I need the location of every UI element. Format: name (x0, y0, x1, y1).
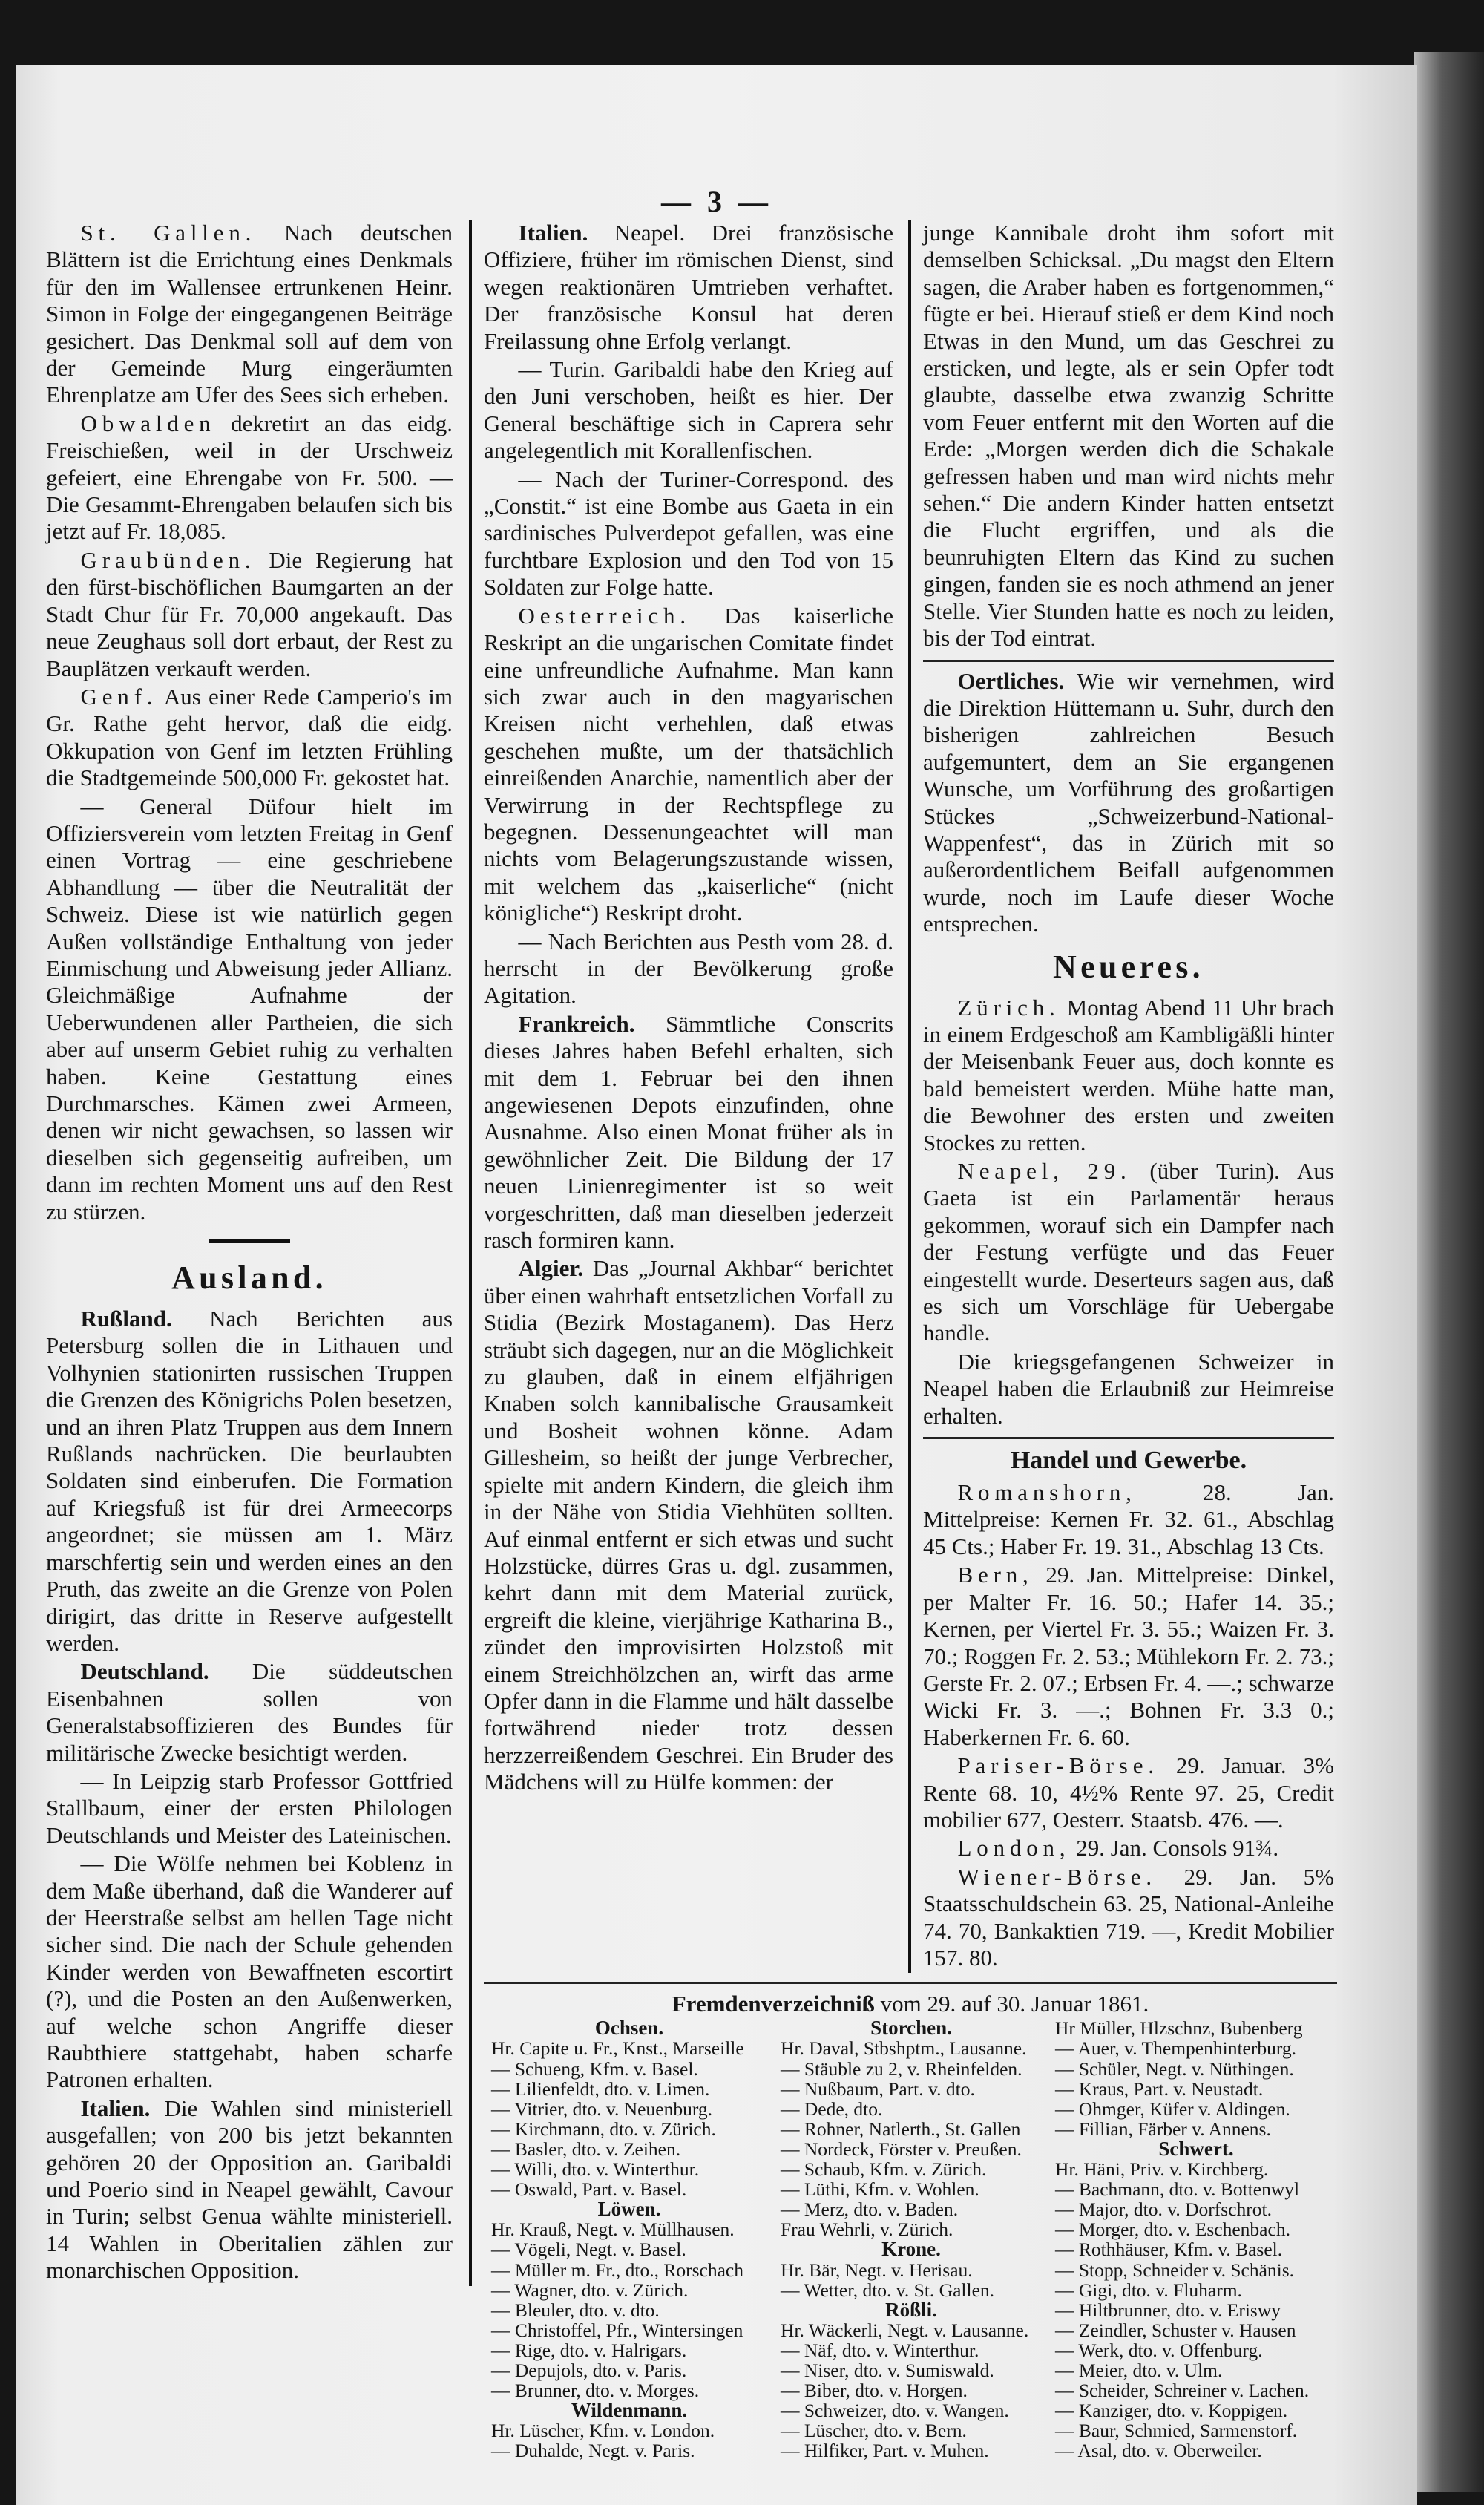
section-heading: Neueres. (1053, 948, 1204, 985)
article-dateline: Oertliches. (957, 667, 1065, 694)
article-dateline: St. Gallen. (80, 220, 257, 246)
hotel-name: Wildenmann. (571, 2399, 688, 2422)
article-dateline: Graubünden. (80, 546, 256, 573)
article-dateline: Rußland. (80, 1306, 172, 1332)
section-heading: Handel und Gewerbe. (1010, 1447, 1247, 1475)
article-paragraph (484, 1011, 893, 1254)
guest-entry: — Niser, dto. v. Sumiswald. (781, 2359, 994, 2381)
horizontal-rule (923, 1437, 1334, 1439)
guest-entry: — Ohmger, Küfer v. Aldingen. (1055, 2098, 1290, 2120)
article-text: — In Leipzig starb Professor Gottfried Stallbaum, einer der ersten Philologen Deutschlands und Meister des Lateinischen. (46, 1767, 453, 1848)
horizontal-rule (923, 660, 1334, 662)
article-text: 29. Januar. 3% Rente 68. 10, 4½% Rente 97. 25, Credit mobilier 677, Oesterr. Staatsb. 476. —. (923, 1752, 1334, 1833)
article-paragraph (46, 1658, 453, 1766)
guest-entry: — Wagner, dto. v. Zürich. (491, 2279, 689, 2301)
article-paragraph (46, 684, 453, 792)
hotel-name: Krone. (881, 2238, 941, 2261)
guest-entry: — Vögeli, Negt. v. Basel. (491, 2239, 686, 2261)
guest-entry: — Wetter, dto. v. St. Gallen. (781, 2279, 995, 2301)
guest-entry: — Rothhäuser, Kfm. v. Basel. (1055, 2239, 1283, 2261)
guest-entry: — Stopp, Schneider v. Schänis. (1055, 2259, 1295, 2281)
article-text: junge Kannibale droht ihm sofort mit demselben Schicksal. „Du magst den Eltern sagen, die Araber haben es fortgenommen,“ fügte er bei. Hierauf stieß er dem Kind noch Etwas in den Mund, um das Geschrei zu ersticken, und legte, als er sein Opfer todt glaubte, dasselbe etwa zwanzig Schritte vom Feuer entfernt mit den Worten auf die Erde: „Morgen werden dich die Schakale gefressen haben und man wird nichts mehr sehen.“ Die andern Kinder hatten entsetzt die Flucht ergriffen, und als die beunruhigten Eltern das Kind zu suchen gingen, fanden sie es noch athmend an jener Stelle. Vier Stunden hatte es noch zu leiden, bis der Tod eintrat. (923, 220, 1334, 652)
guest-entry: — Duhalde, Negt. v. Paris. (491, 2440, 695, 2462)
article-dateline: Romanshorn, (957, 1479, 1137, 1506)
article-text: 29. Jan. 5% Staatsschuldschein 63. 25, National-Anleihe 74. 70, Bankaktien 719. —, Kredit Mobilier 157. 80. (923, 1863, 1334, 1971)
article-text: Die kriegsgefangenen Schweizer in Neapel haben die Erlaubniß zur Heimreise erhalten. (923, 1348, 1334, 1429)
guest-entry: Hr. Daval, Stbshptm., Lausanne. (781, 2037, 1027, 2060)
guest-entry: — Nußbaum, Part. v. dto. (781, 2077, 975, 2100)
book-binding-shadow (1414, 52, 1484, 2492)
guest-entry: — Schaub, Kfm. v. Zürich. (781, 2158, 987, 2181)
guest-entry: — Lüscher, dto. v. Bern. (781, 2420, 967, 2442)
article-paragraph (484, 929, 893, 1009)
article-text: — Die Wölfe nehmen bei Koblenz in dem Maße überhand, daß die Wanderer auf der Heerstraße selbst am hellen Tage nicht sicher sind. Die nach der Schule gehenden Kinder werden von Bewaffneten escortirt (?), und die Posten an den Außenwerken, auf welche schon Angriffe dieser Raubthiere stattgehabt, haben scharfe Patronen erhalten. (46, 1850, 453, 2093)
guest-entry: Hr. Capite u. Fr., Knst., Marseille (491, 2037, 744, 2060)
newspaper-page (16, 65, 1417, 2505)
article-paragraph (923, 1864, 1334, 1972)
article-text: (über Turin). Aus Gaeta ist ein Parlamentär heraus gekommen, worauf sich ein Dampfer nach der Festung verfügte und das Feuer eingestellt wurde. Deserteurs sagen aus, daß es sich um Vorschläge für Uebergabe handle. (923, 1158, 1334, 1346)
guest-entry: — Lilienfeldt, dto. v. Limen. (491, 2077, 710, 2100)
article-paragraph (46, 1768, 453, 1849)
article-dateline: Neapel, 29. (957, 1158, 1132, 1184)
hotel-name: Rößli. (885, 2298, 937, 2321)
guest-entry: — Schüler, Negt. v. Nüthingen. (1055, 2057, 1294, 2080)
guest-entry: — Meier, dto. v. Ulm. (1055, 2359, 1223, 2381)
hotel-name: Storchen. (870, 2017, 952, 2040)
guest-entry: Hr. Wäckerli, Negt. v. Lausanne. (781, 2319, 1029, 2341)
article-paragraph (923, 668, 1334, 938)
article-text: Das „Journal Akhbar“ berichtet über einen wahrhaft entsetzlichen Vorfall zu Stidia (Bezirk Mostaganem). Das Herz sträubt sich dagegen, nur an die Möglichkeit zu glauben, daß in einem elfjährigen Knaben solch kannibalische Grausamkeit und Bosheit wohnen könne. Adam Gillesheim, so heißt der junge Verbrecher, spielte mit andern Kindern, die gleich ihm in der Nähe von Stidia Viehhüten sollten. Auf einmal entfernt er sich etwas und sucht Holzstücke, dürres Gras u. dgl. zusammen, kehrt dann mit dem Material zurück, ergreift die kleine, vierjährige Katharina B., zündet den improvisirten Holzstoß mit einem Streichhölzchen an, wirft das arme Opfer dann in die Flamme und hält dasselbe fortwährend nieder trotz dessen herzzerreißendem Geschrei. Ein Bruder des Mädchens will zu Hülfe kommen: der (484, 1255, 894, 1795)
article-dateline: Obwalden (80, 410, 216, 436)
guest-entry: — Asal, dto. v. Oberweiler. (1055, 2440, 1262, 2462)
guest-entry: — Bleuler, dto. v. dto. (491, 2299, 660, 2321)
right-area (484, 220, 1337, 2460)
hotel-name: Löwen. (597, 2198, 661, 2221)
article-text: 29. Jan. Mittelpreise: Dinkel, per Malter Fr. 16. 50.; Hafer 14. 35.; Kernen, per Viertel Fr. 3. 55.; Waizen Fr. 3. 70.; Roggen Fr. 2. 53.; Mühlekorn Fr. 2. 73.; Gerste Fr. 2. 07.; Erbsen Fr. 4. —.; schwarze Wicki Fr. 3. —.; Bohnen Fr. 3.3 0.; Haberkernen Fr. 6. 60. (923, 1562, 1334, 1750)
article-text: 29. Jan. Consols 91¾. (1076, 1835, 1279, 1861)
article-text: Montag Abend 11 Uhr brach in einem Erdgeschoß am Kambligäßli hinter der Meisenbank Feuer aus, doch konnte es bald bemeistert werden. Mühe hatte man, die Bewohner des ersten und zweiten Stockes zu retten. (923, 994, 1335, 1156)
article-text: dekretirt an das eidg. Freischießen, weil in der Urschweiz gefeiert, eine Ehrengabe von Fr. 500. — Die Gesammt-Ehrengaben belaufen sich bis jetzt auf Fr. 18,085. (46, 410, 453, 545)
article-text: Wie wir vernehmen, wird die Direktion Hüttemann u. Suhr, durch den bisherigen zahlreichen Besuch aufgemuntert, dem an Sie ergangenen Wunsche, um Vorführung des großartigen Stückes „Schweizerbund-National-Wappenfest“, das in Zürich mit so außerordentlichem Beifall aufgenommen wurde, noch im Laufe dieser Woche entsprechen. (923, 667, 1334, 937)
page-content (46, 220, 1337, 2460)
article-paragraph (484, 603, 893, 927)
article-paragraph (484, 466, 893, 601)
register-column (484, 2018, 773, 2460)
register-column (773, 2018, 1048, 2460)
article-dateline: Deutschland. (80, 1658, 209, 1685)
article-text: Nach deutschen Blättern ist die Errichtung eines Denkmals für den im Wallensee ertrunkenen Heinr. Simon in Folge der eingegangenen Beiträge gesichert. Das Denkmal soll auf dem von der Gemeinde Murg eingeräumten Ehrenplatze am Ufer des Sees sich erheben. (46, 220, 453, 408)
guest-entry: — Rohner, Natlerth., St. Gallen (781, 2118, 1021, 2140)
article-paragraph (923, 1479, 1334, 1560)
guest-entry: — Zeindler, Schuster v. Hausen (1055, 2319, 1296, 2341)
page-number: — 3 — (661, 185, 772, 218)
article-paragraph (46, 547, 453, 682)
column-2 (484, 220, 911, 1973)
guest-entry: — Rige, dto. v. Halrigars. (491, 2339, 687, 2361)
guest-entry: — Biber, dto. v. Horgen. (781, 2380, 968, 2402)
section-divider (209, 1239, 290, 1243)
article-paragraph (923, 1158, 1334, 1347)
article-dateline: Pariser-Börse. (957, 1752, 1159, 1779)
article-dateline: Italien. (80, 2095, 151, 2121)
article-text: Die Wahlen sind ministeriell ausgefallen; von 200 bis jetzt bekannten gehören 20 der Opposition an. Garibaldi und Poerio sind in Neapel gewählt, Cavour in Turin; selbst Genua wählte ministeriell. 14 Wahlen in Oberitalien zählen zur monarchischen Opposition. (46, 2095, 453, 2284)
article-text: — General Düfour hielt im Offiziersverein vom letzten Freitag in Genf einen Vortrag — eine geschriebene Abhandlung — über die Neutralität der Schweiz. Diese ist wie natürlich gegen Außen vollständige Enthaltung von jeder Einmischung und Abweisung jeder Allianz. Gleichmäßige Aufnahme der Ueberwundenen aller Partheien, die sich aber auf unserm Gebiet ruhig zu verhalten haben. Keine Gestattung eines Durchmarsches. Kämen zwei Armeen, denen wir nicht gewachsen, so lassen wir dieselben sich gegenseitig aufreiben, um dann im rechten Moment uns auf den Rest zu stürzen. (46, 793, 453, 1225)
article-text: Das kaiserliche Reskript an die ungarischen Comitate findet eine unfreundliche Aufnahme. Man kann sich zwar auch in den magyarischen Kreisen nicht verhehlen, daß etwas geschehen mußte, um der thatsächlich einreißenden Anarchie, namentlich aber der Verwirrung in der Rechtspflege zu begegnen. Dessenungeachtet will man nichts vom Belagerungszustande wissen, mit welchem das „kaiserliche“ (nicht königliche“) Reskript droht. (484, 602, 893, 926)
article-paragraph (484, 1255, 893, 1795)
hotel-name: Schwert. (1158, 2137, 1234, 2160)
guest-entry: — Kanziger, dto. v. Koppigen. (1055, 2400, 1288, 2422)
article-paragraph (46, 1306, 453, 1657)
article-dateline: Oesterreich. (518, 602, 691, 629)
guest-entry: Hr. Krauß, Negt. v. Müllhausen. (491, 2219, 735, 2241)
guest-entry: — Major, dto. v. Dorfschrot. (1055, 2198, 1272, 2221)
article-paragraph (923, 1835, 1334, 1861)
register-columns (484, 2018, 1337, 2460)
article-dateline: Frankreich. (518, 1010, 635, 1037)
register-title-date: vom 29. auf 30. Januar 1861. (874, 1991, 1149, 2017)
column-1 (46, 220, 472, 2286)
guest-entry: — Hiltbrunner, dto. v. Eriswy (1055, 2299, 1281, 2321)
guest-entry: — Oswald, Part. v. Basel. (491, 2178, 687, 2201)
article-paragraph (923, 1562, 1334, 1751)
guest-entry: — Näf, dto. v. Winterthur. (781, 2339, 979, 2361)
article-dateline: Genf. (80, 683, 158, 710)
register-rule (484, 1982, 1337, 1984)
article-paragraph (923, 1752, 1334, 1833)
guest-entry: — Kirchmann, dto. v. Zürich. (491, 2118, 716, 2140)
article-text: Die Regierung hat den fürst-bischöflichen Baumgarten an der Stadt Chur für Fr. 70,000 angekauft. Das neue Zeughaus soll dort erbaut, der Rest zu Bauplätzen verkauft werden. (46, 546, 453, 681)
guest-entry: — Fillian, Färber v. Annens. (1055, 2118, 1271, 2140)
register-title-bold: Fremdenverzeichniß (672, 1991, 875, 2017)
guest-entry: — Kraus, Part. v. Neustadt. (1055, 2077, 1264, 2100)
article-paragraph (923, 220, 1334, 652)
guest-entry: Hr. Bär, Negt. v. Herisau. (781, 2259, 973, 2281)
guest-entry: — Willi, dto. v. Winterthur. (491, 2158, 700, 2181)
article-paragraph (46, 793, 453, 1226)
guest-entry: Frau Wehrli, v. Zürich. (781, 2219, 953, 2241)
guest-entry: — Schueng, Kfm. v. Basel. (491, 2057, 698, 2080)
article-text: Nach Berichten aus Petersburg sollen die in Lithauen und Volhynien stationirten russischen Truppen die Grenzen des Königrichs Polen besetzen, und an ihren Platz Truppen aus dem Innern Rußlands nachrücken. Die beurlaubten Soldaten sind einberufen. Die Formation auf Kriegsfuß ist für drei Armeecorps angeordnet; sie müssen am 1. März marschfertig sein und werden eines an den Pruth, das zweite an die Grenze von Polen dirigirt, das dritte in Reserve aufgestellt werden. (46, 1306, 453, 1656)
guest-entry: — Hilfiker, Part. v. Muhen. (781, 2440, 989, 2462)
guest-entry: — Scheider, Schreiner v. Lachen. (1055, 2380, 1310, 2402)
section-heading: Ausland. (171, 1260, 327, 1297)
article-text: Sämmtliche Conscrits dieses Jahres haben Befehl erhalten, sich mit dem 1. Februar bei den ihnen angewiesenen Depots einzufinden, ohne Ausnahme. Also einen Monat früher als in gewöhnlicher Zeit. Die Bildung der 17 neuen Linienregimenter ist so weit vorgeschritten, daß man dieselben jederzeit rasch formiren kann. (484, 1010, 893, 1254)
guest-entry: — Lüthi, Kfm. v. Wohlen. (781, 2178, 979, 2201)
article-dateline: Algier. (518, 1255, 584, 1282)
article-text: — Nach der Turiner-Correspond. des „Constit.“ ist eine Bombe aus Gaeta in ein sardinisches Pulverdepot gefallen, was eine furchtbare Explosion und den Tod von 15 Soldaten zur Folge hatte. (484, 465, 893, 600)
article-text: Neapel. Drei französische Offiziere, früher im römischen Dienst, sind wegen reaktionären Umtrieben verhaftet. Der französische Konsul hat deren Freilassung ohne Erfolg verlangt. (484, 220, 893, 354)
article-paragraph (923, 995, 1334, 1156)
article-paragraph (484, 356, 893, 465)
article-paragraph (46, 2095, 453, 2285)
guest-entry: — Baur, Schmied, Sarmenstorf. (1055, 2420, 1298, 2442)
guest-entry: — Gigi, dto. v. Fluharm. (1055, 2279, 1242, 2301)
guest-entry: Hr. Lüscher, Kfm. v. London. (491, 2420, 715, 2442)
guest-entry: Hr Müller, Hlzschnz, Bubenberg (1055, 2017, 1303, 2040)
article-text: 28. Jan. Mittelpreise: Kernen Fr. 32. 61., Abschlag 45 Cts.; Haber Fr. 19. 31., Abschlag 13 Cts. (923, 1479, 1335, 1559)
guest-entry: — Merz, dto. v. Baden. (781, 2198, 959, 2221)
guest-register (484, 1982, 1337, 2460)
guest-entry: — Schweizer, dto. v. Wangen. (781, 2400, 1009, 2422)
guest-entry: — Werk, dto. v. Offenburg. (1055, 2339, 1263, 2361)
article-paragraph (46, 410, 453, 546)
article-dateline: Bern, (957, 1562, 1034, 1588)
article-text: Die süddeutschen Eisenbahnen sollen von Generalstabsoffizieren des Bundes für militärische Zwecke besichtigt werden. (46, 1658, 453, 1766)
article-paragraph (484, 220, 893, 355)
guest-entry: — Auer, v. Thempenhinterburg. (1055, 2037, 1296, 2060)
register-column (1048, 2018, 1337, 2460)
guest-entry: — Brunner, dto. v. Morges. (491, 2380, 700, 2402)
register-title (484, 1990, 1337, 2018)
article-dateline: Wiener-Börse. (957, 1863, 1157, 1890)
hotel-name: Ochsen. (594, 2017, 664, 2040)
article-text: Aus einer Rede Camperio's im Gr. Rathe geht hervor, daß die eidg. Okkupation von Genf im letzten Frühling die Stadtgemeinde 500,000 Fr. gekostet hat. (46, 683, 453, 791)
guest-entry: — Christoffel, Pfr., Wintersingen (491, 2319, 743, 2341)
guest-entry: Hr. Häni, Priv. v. Kirchberg. (1055, 2158, 1269, 2181)
guest-entry: — Vitrier, dto. v. Neuenburg. (491, 2098, 712, 2120)
article-paragraph (46, 220, 453, 409)
article-paragraph (46, 1850, 453, 2094)
guest-entry: — Müller m. Fr., dto., Rorschach (491, 2259, 743, 2281)
guest-entry: — Dede, dto. (781, 2098, 883, 2120)
article-text: — Turin. Garibaldi habe den Krieg auf den Juni verschoben, heißt es hier. Der General beschäftige sich in Caprera sehr angelegentlich mit Korallenfischen. (484, 356, 893, 464)
guest-entry: — Nordeck, Förster v. Preußen. (781, 2138, 1022, 2160)
guest-entry: — Stäuble zu 2, v. Rheinfelden. (781, 2057, 1022, 2080)
article-text: — Nach Berichten aus Pesth vom 28. d. herrscht in der Bevölkerung große Agitation. (484, 928, 893, 1009)
guest-entry: — Morger, dto. v. Eschenbach. (1055, 2219, 1290, 2241)
article-dateline: Italien. (518, 220, 588, 246)
guest-entry: — Basler, dto. v. Zeihen. (491, 2138, 681, 2160)
article-paragraph (923, 1349, 1334, 1430)
article-dateline: London, (957, 1835, 1071, 1861)
article-dateline: Zürich. (957, 994, 1060, 1021)
guest-entry: — Depujols, dto. v. Paris. (491, 2359, 687, 2381)
right-columns (484, 220, 1337, 1973)
column-3 (911, 220, 1334, 1973)
guest-entry: — Bachmann, dto. v. Bottenwyl (1055, 2178, 1300, 2201)
